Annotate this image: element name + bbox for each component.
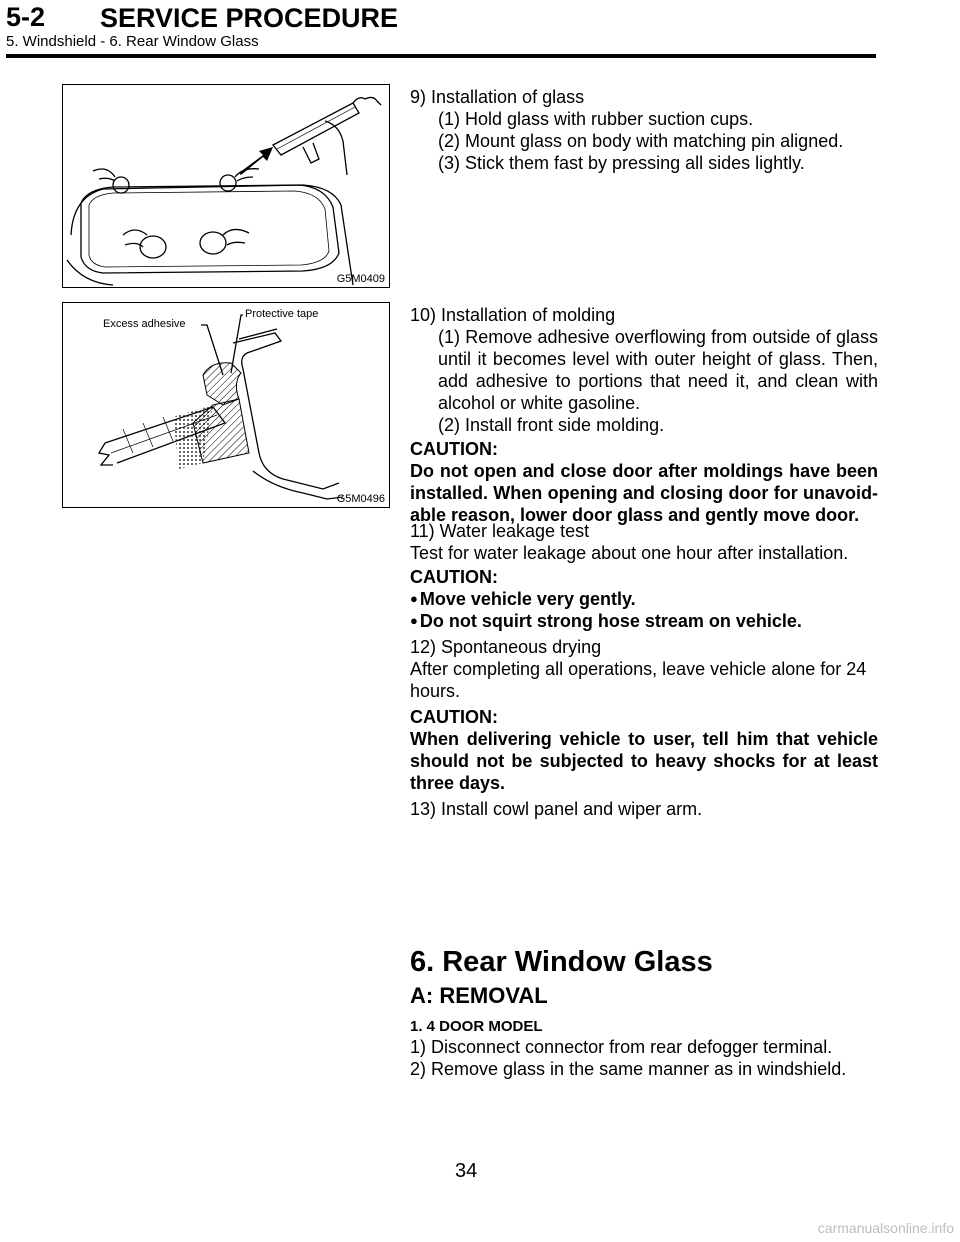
step-11-caution-label: CAUTION: bbox=[410, 567, 498, 587]
molding-cross-section-illustration bbox=[63, 303, 389, 507]
step-9-title: 9) Installation of glass bbox=[410, 87, 585, 107]
section-6-step-2: 2) Remove glass in the same manner as in windshield. bbox=[410, 1059, 847, 1079]
subsection-removal: A: REMOVAL bbox=[410, 983, 548, 1008]
step-10-title: 10) Installation of molding bbox=[410, 305, 616, 325]
figure-glass-installation bbox=[62, 84, 390, 288]
step-13-title: 13) Install cowl panel and wiper arm. bbox=[410, 799, 703, 819]
step-9-item-3: (3) Stick them fast by pressing all sides lightly. bbox=[438, 153, 805, 173]
step-9-item-2: (2) Mount glass on body with matching pin aligned. bbox=[438, 131, 844, 151]
figure-code: G5M0409 bbox=[336, 273, 385, 285]
figure-label-protective-tape: Protective tape bbox=[245, 308, 319, 320]
figure-molding-installation bbox=[62, 302, 390, 508]
step-9-item-1: (1) Hold glass with rubber suction cups. bbox=[438, 109, 754, 129]
step-12-title: 12) Spontaneous drying bbox=[410, 637, 602, 657]
step-12-text: After completing all operations, leave vehicle alone for 24 hours. bbox=[410, 659, 867, 701]
section-6-title: 6. Rear Window Glass bbox=[410, 946, 713, 978]
step-10-item-2: (2) Install front side molding. bbox=[438, 415, 665, 435]
section-6-step-1: 1) Disconnect connector from rear defogger terminal. bbox=[410, 1037, 833, 1057]
glass-installation-illustration bbox=[63, 85, 389, 287]
section-number: 5-2 bbox=[6, 2, 46, 32]
figure-code: G5M0496 bbox=[336, 493, 385, 505]
step-11-bullet-1: ● Move vehicle very gently. bbox=[410, 588, 878, 612]
section-title: SERVICE PROCEDURE bbox=[100, 3, 399, 33]
step-10-item-1: (1) Remove adhesive overflowing from outside of glass until it becomes level with outer height of glass. Then, add adhesive to portions that need it, and clean with alcohol or white gasoline. bbox=[438, 327, 878, 413]
figure-label-excess-adhesive: Excess adhesive bbox=[103, 318, 186, 330]
step-11-bullet-2: ● Do not squirt strong hose stream on vehicle. bbox=[410, 610, 878, 634]
step-11-text: Test for water leakage about one hour after installation. bbox=[410, 543, 849, 563]
step-10-caution-label: CAUTION: bbox=[410, 439, 498, 459]
step-10-caution: Do not open and close door after moldings have been installed. When opening and closing door for unavoid-able reason, lower door glass and gently move door. bbox=[410, 461, 878, 525]
step-11-title: 11) Water leakage test bbox=[410, 521, 590, 541]
step-12-caution: When delivering vehicle to user, tell him that vehicle should not be subjected to heavy shocks for at least three days. bbox=[410, 729, 878, 793]
watermark: carmanualsonline.info bbox=[817, 1220, 954, 1236]
step-12-caution-label: CAUTION: bbox=[410, 707, 498, 727]
header-rule bbox=[6, 54, 876, 58]
model-heading: 1. 4 DOOR MODEL bbox=[410, 1018, 543, 1035]
page-number: 34 bbox=[455, 1160, 478, 1182]
section-subtitle: 5. Windshield - 6. Rear Window Glass bbox=[6, 33, 259, 50]
